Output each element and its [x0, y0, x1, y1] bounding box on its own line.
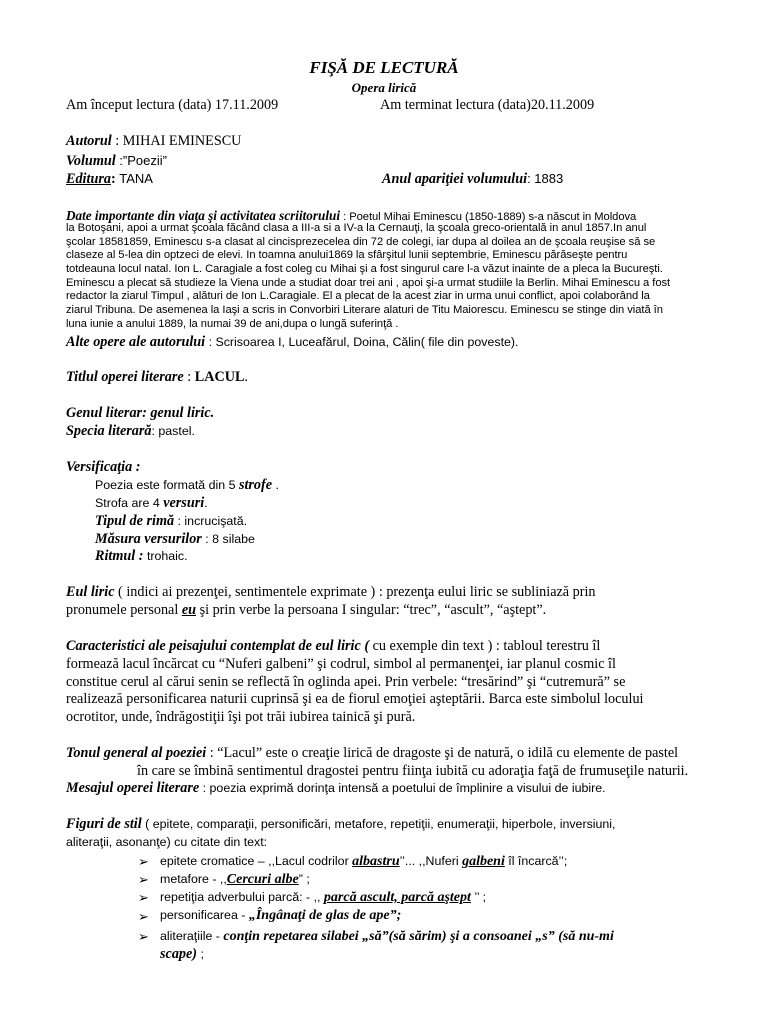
- work-title-line: [66, 369, 248, 386]
- author-line: [66, 133, 241, 150]
- landscape-label: Caracteristici ale peisajului contemplat de eul liric (: [66, 638, 370, 654]
- epithets-item: [160, 853, 567, 870]
- repetition-post: ’’ ;: [470, 890, 487, 904]
- bio-line-6: Eminescu a plecat să studieze la Viena unde a studiat doar trei ani , apoi şi-a urmat studiile la Berlin. Mihai Eminescu a fost: [66, 277, 671, 289]
- bullet-arrow-icon: ➢: [138, 854, 149, 869]
- author-label: Autorul: [66, 133, 112, 149]
- rhythm-value: trohaic.: [143, 549, 188, 563]
- landscape-text-1: cu exemple din text ) : tabloul terestru îl: [369, 638, 601, 654]
- publisher-sep: :: [110, 171, 120, 187]
- lyric-self-line-1: [66, 584, 596, 601]
- bio-line-5: totdeauna locul natal. Ion L. Caragiale a fost coleg cu Mihai şi a fost singurul care l-a văzut inainte de a pleca la Bucureşti.: [66, 263, 663, 275]
- lyric-self-post: şi prin verbe la persoana I singular: “trec”, “ascult”, “aştept”.: [196, 602, 547, 618]
- alliteration-text: conţin repetarea silabei „să”(să sărim) şi a consoanei „s” (să nu-mi: [223, 929, 614, 944]
- bullet-arrow-icon: ➢: [138, 872, 149, 887]
- versuri-post: .: [204, 496, 208, 510]
- strofe-line: [95, 477, 279, 494]
- epithets-post: îl încarcă’’;: [504, 854, 568, 868]
- metaphors-item: [160, 871, 310, 888]
- tone-line-1: [66, 745, 678, 762]
- tone-label: Tonul general al poeziei: [66, 745, 207, 761]
- measure-label: Măsura versurilor: [95, 531, 202, 547]
- other-works-label: Alte opere ale autorului: [66, 334, 206, 350]
- alliteration-item-cont: [160, 946, 204, 963]
- versuri-line: [95, 495, 208, 512]
- landscape-line-3: constitue cerul al cărui senin se reflectă în oglinda apei. Prin verbele: “tresărind” şi “cutremură” se: [66, 674, 626, 690]
- epithets-word-2: galbeni: [462, 854, 505, 869]
- bio-line-3: şcolar 18581859, Eminescu s-a clasat al cincisprezecelea din 72 de colegi, iar dupa al doilea an de şcoala reuşise să se: [66, 236, 656, 248]
- year-label: Anul apariţiei volumului: [382, 171, 528, 187]
- author-sep: :: [111, 133, 123, 149]
- repetition-word: parcă ascult, parcă aştept: [323, 890, 471, 905]
- genre-line: Genul literar: genul liric.: [66, 405, 215, 421]
- document-subtitle: Opera lirică: [351, 80, 417, 95]
- bio-line-4: claseze al 5-lea din optzeci de elevi. In toamna anului1869 la sfârşitul lunii septembrie, Eminescu părăseşte pentru: [66, 249, 628, 261]
- landscape-line-1: [66, 638, 600, 655]
- landscape-line-5: ocrotitor, unde, îndrăgostiţii îşi pot trăi iubirea tainică şi pură.: [66, 709, 416, 725]
- other-works-line: [66, 334, 519, 351]
- strofe-word: strofe: [238, 477, 273, 493]
- alliteration-item: [160, 928, 614, 945]
- lyric-self-label: Eul liric: [66, 584, 115, 600]
- other-works-value: : Scrisoarea I, Luceafărul, Doina, Călin( file din poveste).: [205, 335, 519, 349]
- bullet-arrow-icon: ➢: [138, 929, 149, 944]
- bio-text-1: : Poetul Mihai Eminescu (1850-1889) s-a născut in Moldova: [340, 211, 637, 223]
- figures-label: Figuri de stil: [66, 816, 142, 832]
- measure-line: [95, 531, 255, 548]
- personification-quote: „Îngânaţi de glas de ape”;: [248, 908, 402, 923]
- personification-item: [160, 907, 401, 924]
- landscape-line-2: formează lacul încărcat cu “Nuferi galbeni” şi codrul, simbol al permanenţei, iar planul cosmic îl: [66, 656, 616, 672]
- rhyme-line: [95, 513, 247, 530]
- tone-text-1: : “Lacul” este o creaţie lirică de dragoste şi de natură, o idilă cu elemente de pastel: [206, 745, 679, 761]
- rhythm-label: Ritmul :: [95, 548, 144, 564]
- year-line: [382, 170, 563, 188]
- versuri-word: versuri: [163, 495, 205, 511]
- lyric-self-word: eu: [181, 602, 197, 618]
- year-value: : 1883: [527, 171, 564, 186]
- bio-line-8: ziarul Tribuna. De asemenea la Iaşi a scris in Convorbiri Literare alaturi de Titu Maiorescu. Eminescu se stinge din viată în: [66, 304, 663, 316]
- bio-label: Date importante din viaţa şi activitatea scriitorului: [66, 208, 341, 223]
- epithets-pre: epitete cromatice – ,,Lacul codrilor: [160, 854, 353, 868]
- repetition-pre: repetiţia adverbului parcă: - ,,: [160, 890, 324, 904]
- work-title-label: Titlul operei literare: [66, 369, 184, 385]
- species-line: [66, 423, 195, 440]
- bullet-arrow-icon: ➢: [138, 909, 149, 924]
- alliteration-post: ;: [197, 947, 204, 961]
- publisher-value: TANA: [119, 171, 153, 186]
- lyric-self-pre: pronumele personal: [66, 602, 182, 618]
- versuri-pre: Strofa are 4: [95, 496, 164, 510]
- metaphors-pre: metafore - ,,: [160, 872, 227, 886]
- figures-text-1: ( epitete, comparaţii, personificări, metafore, repetiţii, enumeraţii, hiperbole, inversiuni,: [141, 817, 616, 831]
- repetition-item: [160, 889, 486, 906]
- work-title-end: .: [244, 369, 248, 385]
- bio-line-9: luna iunie a anului 1889, la numai 39 de ani,dupa o lungă suferinţă .: [66, 318, 399, 330]
- versification-label: Versificaţia :: [66, 459, 141, 475]
- start-date: Am început lectura (data) 17.11.2009: [66, 97, 279, 113]
- metaphors-word: Cercuri albe: [226, 872, 299, 887]
- publisher-label: Editura: [66, 171, 111, 187]
- figures-line-2: aliteraţii, asonanţe) cu citate din text:: [66, 835, 268, 849]
- volume-line: [66, 152, 167, 170]
- strofe-pre: Poezia este formată din 5: [95, 478, 239, 492]
- rhythm-line: [95, 548, 188, 565]
- epithets-word-1: albastru: [352, 854, 400, 869]
- volume-label: Volumul: [66, 153, 116, 169]
- rhyme-label: Tipul de rimă: [95, 513, 175, 529]
- bio-line-7: redactor la ziarul Timpul , alături de Ion L.Caragiale. El a plecat de la acest ziar in urma unui conflict, apoi colaborând la: [66, 290, 650, 302]
- rhyme-value: : incrucişată.: [174, 514, 248, 528]
- personification-pre: personificarea -: [160, 908, 249, 922]
- lyric-self-line-2: [66, 602, 546, 619]
- alliteration-text-2: scape): [160, 946, 198, 962]
- metaphors-post: ” ;: [298, 872, 310, 886]
- measure-value: : 8 silabe: [201, 532, 255, 546]
- message-line: [66, 780, 606, 797]
- publisher-line: [66, 170, 153, 188]
- bullet-arrow-icon: ➢: [138, 890, 149, 905]
- volume-value: :”Poezii”: [115, 153, 167, 168]
- strofe-post: .: [272, 478, 279, 492]
- work-title-value: LACUL: [194, 369, 245, 385]
- message-value: : poezia exprimă dorinţa intensă a poetului de împlinire a visului de iubire.: [199, 781, 606, 795]
- species-label: Specia literară: [66, 423, 152, 439]
- author-value: MIHAI EMINESCU: [122, 133, 242, 149]
- lyric-self-text: ( indici ai prezenţei, sentimentele exprimate ) : prezenţa eului liric se subliniază prin: [114, 584, 596, 600]
- figures-line-1: [66, 816, 616, 833]
- end-date: Am terminat lectura (data)20.11.2009: [380, 97, 595, 113]
- epithets-mid: ’’... ,,Nuferi: [399, 854, 463, 868]
- tone-line-2: în care se îmbină sentimentul dragostei pentru fiinţa iubită cu adoraţia faţă de frumuseţile naturii.: [137, 763, 689, 779]
- work-title-sep: :: [183, 369, 195, 385]
- message-label: Mesajul operei literare: [66, 780, 200, 796]
- landscape-line-4: realizează personificarea naturii cuprinsă şi ea de fiorul emoţiei aşteptării. Barca este simbolul locului: [66, 691, 644, 707]
- document-title: FIŞĂ DE LECTURĂ: [309, 58, 459, 77]
- alliteration-pre: aliteraţiile -: [160, 929, 224, 943]
- bio-line-2: la Botoşani, apoi a urmat şcoala făcând clasa a III-a si a IV-a la Cernauţi, la şcoala greco-orientală in anul 1857.In anul: [66, 222, 647, 234]
- species-value: : pastel.: [151, 424, 195, 438]
